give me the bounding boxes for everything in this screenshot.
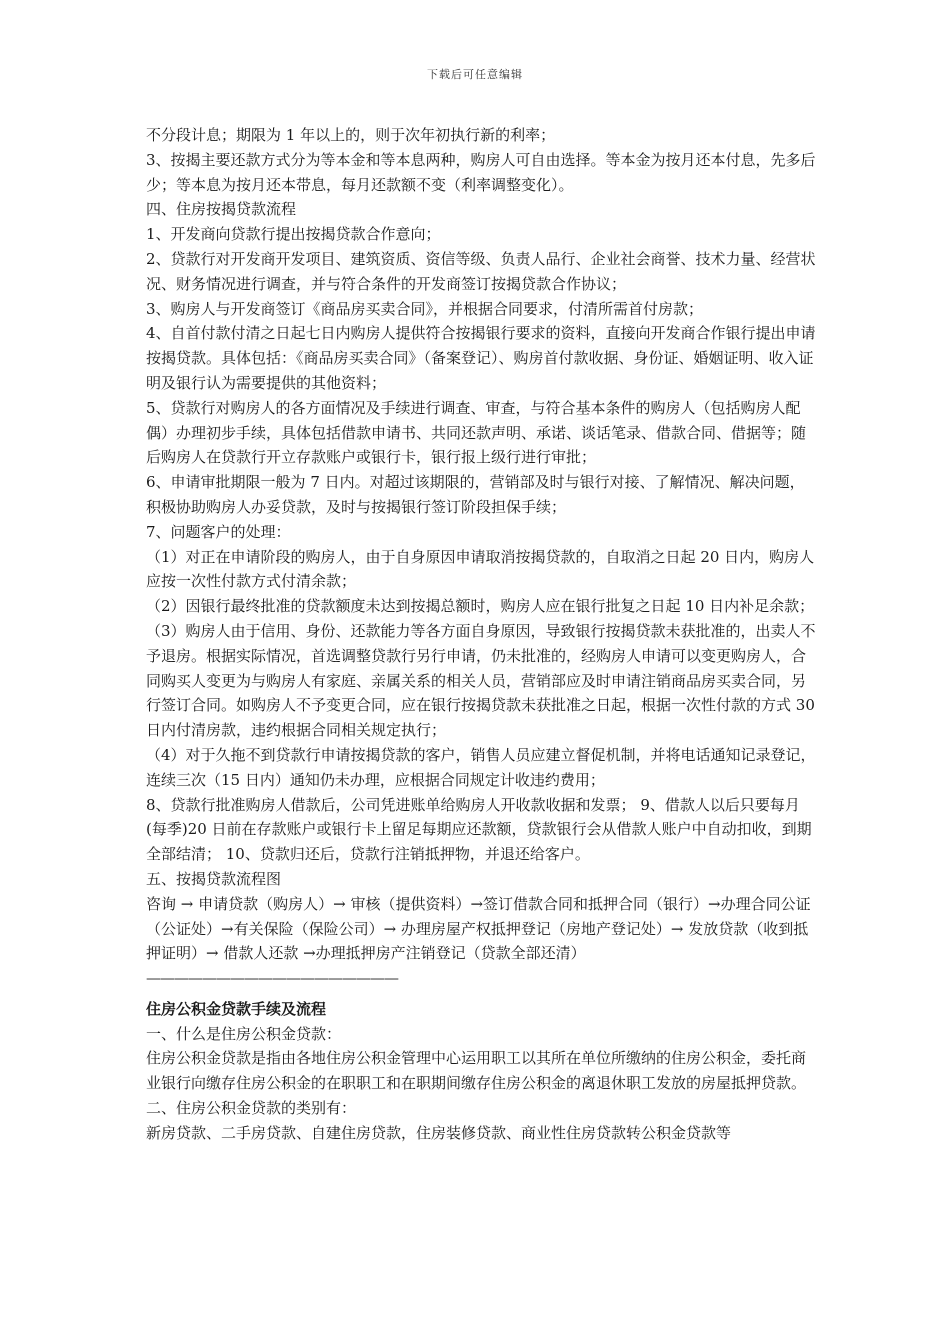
paragraph: 3、购房人与开发商签订《商品房买卖合同》，并根据合同要求，付清所需首付房款； — [146, 299, 704, 318]
paragraph: 住房公积金贷款是指由各地住房公积金管理中心运用职工以其所在单位所缴纳的住房公积金，委托商业银行向缴存住房公积金的在职职工和在职期间缴存住房公积金的离退休职工发放的房屋抵押贷款。 — [146, 1049, 807, 1093]
flowchart-text: 咨询 → 申请贷款（购房人）→ 审核（提供资料）→签订借款合同和抵押合同（银行）→办理合同公证（公证处）→有关保险（保险公司）→ 办理房屋产权抵押登记（房地产登记处）→ 发放贷款（收到抵押证明）→ 借款人还款 →办理抵押房产注销登记（贷款全部还清） — [146, 894, 811, 963]
section-heading: 四、住房按揭贷款流程 — [146, 200, 297, 219]
paragraph: 6、申请审批期限一般为 7 日内。对超过该期限的，营销部及时与银行对接、了解情况、解决问题，积极协助购房人办妥贷款，及时与按揭银行签订阶段担保手续； — [146, 473, 805, 516]
paragraph: 2、贷款行对开发商开发项目、建筑资质、资信等级、负责人品行、企业社会商誉、技术力量、经营状况、财务情况进行调查，并与符合条件的开发商签订按揭贷款合作协议； — [146, 249, 816, 293]
section-heading: 二、住房公积金贷款的类别有： — [146, 1099, 357, 1118]
document-body — [146, 123, 816, 1146]
paragraph: 新房贷款、二手房贷款、自建住房贷款，住房装修贷款、商业性住房贷款转公积金贷款等 — [146, 1123, 732, 1142]
paragraph: 8、贷款行批准购房人借款后，公司凭进账单给购房人开收款收据和发票； 9、借款人以后只要每月(每季)20 日前在存款账户或银行卡上留足每期应还款额，贷款银行会从借款人账户中自动扣收，到期全部结清； 10、贷款归还后，贷款行注销抵押物，并退还给客户。 — [146, 795, 812, 864]
paragraph: （4）对于久拖不到贷款行申请按揭贷款的客户，销售人员应建立督促机制，并将电话通知记录登记，连续三次（15 日内）通知仍未办理，应根据合同规定计收违约费用； — [146, 745, 816, 789]
section-heading: 五、按揭贷款流程图 — [146, 869, 282, 888]
page-header: 下载后可任意编辑 — [427, 68, 523, 81]
paragraph: （2）因银行最终批准的贷款额度未达到按揭总额时，购房人应在银行批复之日起 10 日内补足余款； — [146, 597, 815, 616]
paragraph: 不分段计息；期限为 1 年以上的，则于次年初执行新的利率； — [146, 126, 556, 144]
section-title: 住房公积金贷款手续及流程 — [146, 999, 327, 1018]
paragraph: 4、自首付款付清之日起七日内购房人提供符合按揭银行要求的资料，直接向开发商合作银行提出申请按揭贷款。具体包括：《商品房买卖合同》（备案登记）、购房首付款收据、身份证、婚姻证明、收入证明及银行认为需要提供的其他资料； — [146, 324, 816, 392]
paragraph: （1）对正在申请阶段的购房人，由于自身原因申请取消按揭贷款的，自取消之日起 20 日内，购房人应按一次性付款方式付清余款； — [146, 547, 815, 591]
paragraph: 3、按揭主要还款方式分为等本金和等本息两种，购房人可自由选择。等本金为按月还本付息，先多后少；等本息为按月还本带息，每月还款额不变（利率调整变化）。 — [146, 150, 816, 194]
paragraph: 7、问题客户的处理： — [146, 522, 291, 541]
section-heading: 一、什么是住房公积金贷款： — [146, 1024, 342, 1043]
paragraph: 5、贷款行对购房人的各方面情况及手续进行调查、审查，与符合基本条件的购房人（包括购房人配偶）办理初步手续，具体包括借款申请书、共同还款声明、承诺、谈话笔录、借款合同、借据等；随后购房人在贷款行开立存款账户或银行卡，银行报上级行进行审批； — [146, 398, 807, 467]
paragraph: 1、开发商向贷款行提出按揭贷款合作意向； — [146, 225, 441, 244]
divider-line: —————————————————— — [146, 969, 398, 988]
paragraph: （3）购房人由于信用、身份、还款能力等各方面自身原因，导致银行按揭贷款未获批准的，出卖人不予退房。根据实际情况，首选调整贷款行另行申请，仍未批准的，经购房人申请可以变更购房人，合同购买人变更为与购房人有家庭、亲属关系的相关人员，营销部应及时申请注销商品房买卖合同，另行签订合同。如购房人不予变更合同，应在银行按揭贷款未获批准之日起，根据一次性付款的方式 30 日内付清房款，违约根据合同相关规定执行； — [146, 621, 816, 740]
